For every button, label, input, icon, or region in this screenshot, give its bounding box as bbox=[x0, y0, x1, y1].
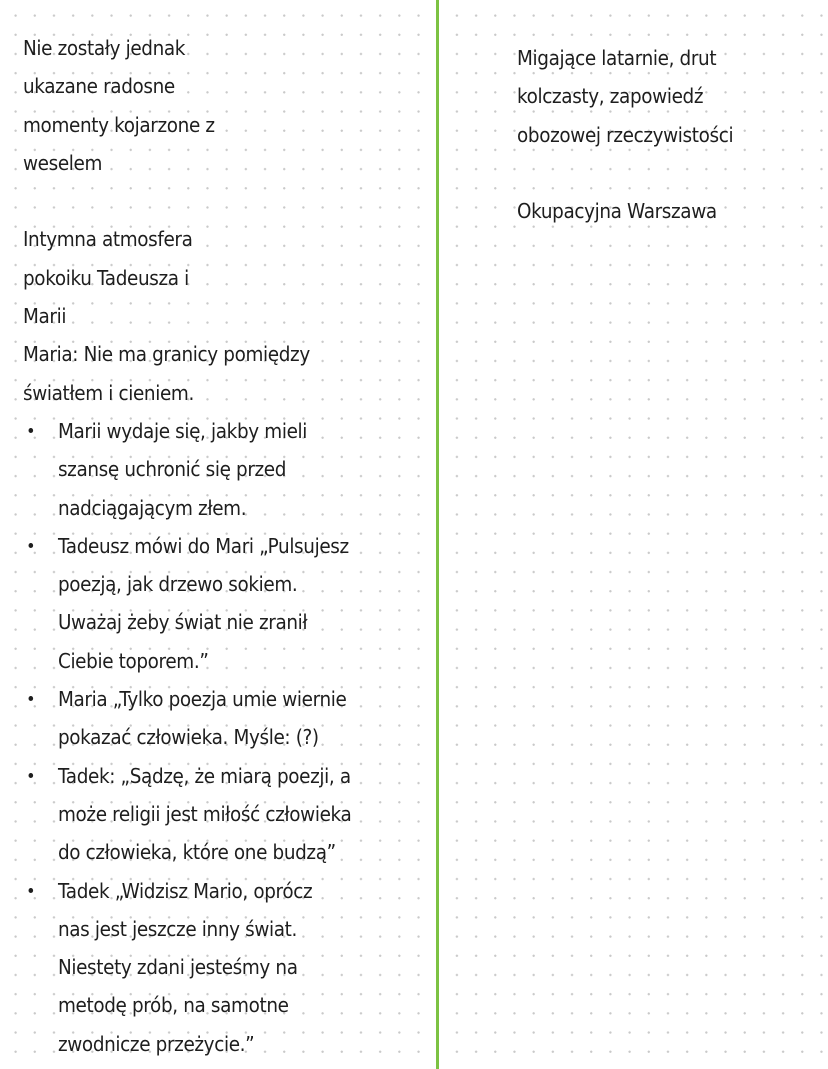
right-column bbox=[517, 39, 793, 230]
note-line: może religii jest miłość człowieka bbox=[57, 801, 352, 826]
note-block-wedding bbox=[23, 29, 400, 182]
bullet-icon bbox=[29, 696, 34, 701]
bullet-icon bbox=[29, 888, 34, 893]
note-line: momenty kojarzone z bbox=[23, 112, 215, 137]
note-line: Tadeusz mówi do Mari „Pulsujesz bbox=[57, 533, 349, 558]
bullet-item bbox=[23, 757, 400, 872]
note-line: pokazać człowieka. Myśle: (?) bbox=[57, 725, 319, 750]
bullet-item bbox=[23, 412, 400, 527]
bullet-item bbox=[23, 872, 400, 1063]
note-line: Marii wydaje się, jakby mieli bbox=[57, 418, 308, 443]
note-line: Migające latarnie, drut bbox=[517, 46, 717, 70]
note-line: Marii bbox=[23, 304, 67, 329]
note-line: Niestety zdani jesteśmy na bbox=[57, 955, 298, 980]
note-line: nadciągającym złem. bbox=[57, 495, 247, 520]
note-line: Uważaj żeby świat nie zranił bbox=[57, 610, 308, 635]
note-line: Maria: Nie ma granicy pomiędzy bbox=[23, 342, 310, 367]
note-line: poezją, jak drzewo sokiem. bbox=[57, 572, 298, 597]
bullet-list bbox=[23, 412, 400, 1063]
note-block-lanterns bbox=[517, 39, 793, 154]
bullet-icon bbox=[29, 428, 34, 433]
note-line: szansę uchronić się przed bbox=[57, 457, 287, 482]
left-column bbox=[23, 29, 400, 1063]
bullet-icon bbox=[29, 773, 34, 778]
note-line: Maria „Tylko poezja umie wiernie bbox=[57, 687, 347, 712]
note-line: Intymna atmosfera bbox=[23, 227, 193, 252]
note-line: Tadek „Widzisz Mario, oprócz bbox=[57, 878, 313, 903]
bullet-item bbox=[23, 527, 400, 680]
note-line: metodę prób, na samotne bbox=[57, 993, 289, 1018]
note-line: światłem i cieniem. bbox=[23, 380, 194, 405]
note-block-atmosphere bbox=[23, 220, 400, 335]
note-line: Nie zostały jednak bbox=[23, 36, 186, 60]
note-block-maria-intro bbox=[23, 335, 400, 412]
note-line: Tadek: „Sądzę, że miarą poezji, a bbox=[57, 763, 351, 788]
note-line: Okupacyjna Warszawa bbox=[517, 199, 717, 224]
note-line: pokoiku Tadeusza i bbox=[23, 265, 189, 290]
note-line: Ciebie toporem.” bbox=[57, 648, 209, 673]
note-line: obozowej rzeczywistości bbox=[517, 122, 734, 147]
column-divider bbox=[436, 0, 439, 1069]
note-block-warsaw bbox=[517, 192, 793, 230]
bullet-icon bbox=[29, 543, 34, 548]
note-line: weselem bbox=[23, 150, 103, 175]
note-line: ukazane radosne bbox=[23, 74, 175, 99]
bullet-item bbox=[23, 680, 400, 757]
note-line: zwodnicze przeżycie.” bbox=[57, 1031, 255, 1056]
note-line: kolczasty, zapowiedź bbox=[517, 84, 704, 109]
note-line: do człowieka, które one budzą” bbox=[57, 840, 336, 865]
note-line: nas jest jeszcze inny świat. bbox=[57, 916, 298, 941]
